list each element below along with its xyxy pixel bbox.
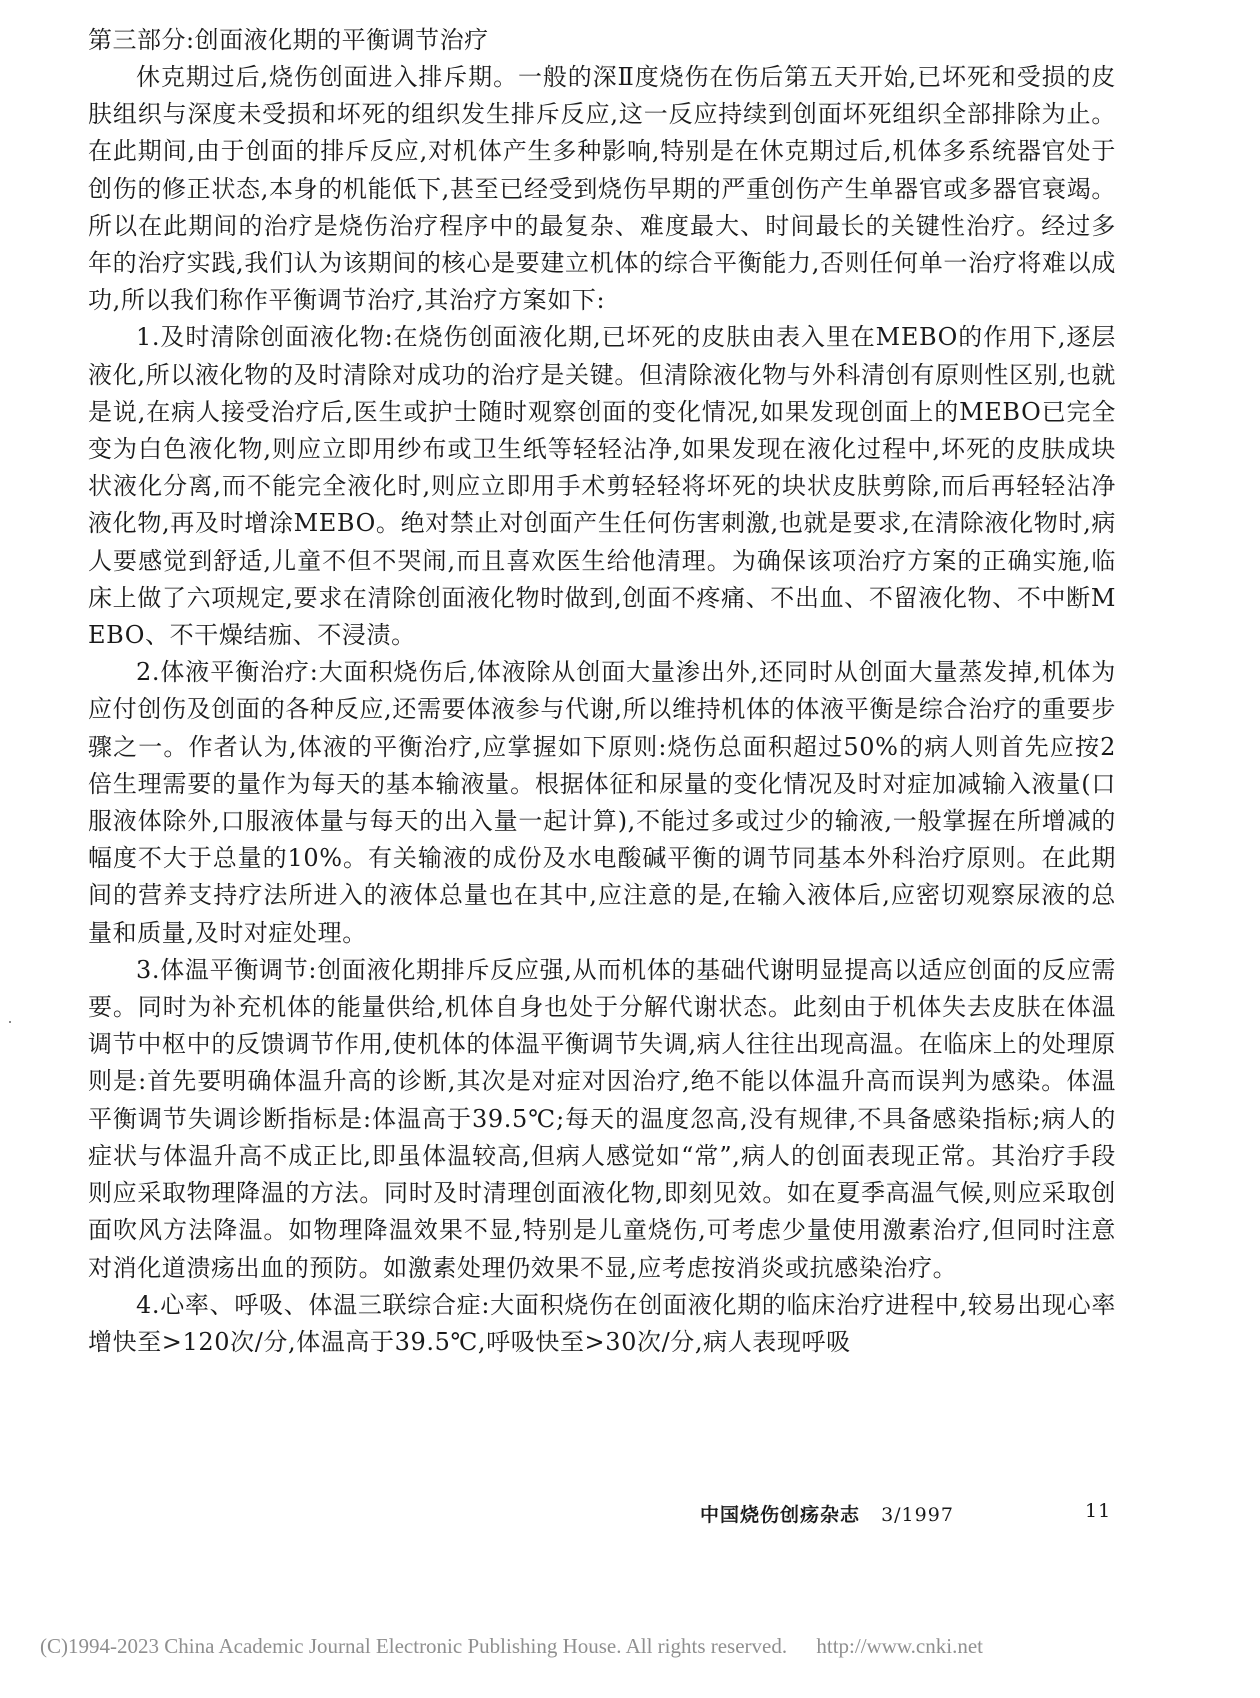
copyright-notice: [40, 1634, 983, 1659]
journal-issue: 3/1997: [881, 1504, 954, 1526]
paragraph-fluid-balance: 2.体液平衡治疗:大面积烧伤后,体液除从创面大量渗出外,还同时从创面大量蒸发掉,机体为应付创伤及创面的各种反应,还需要体液参与代谢,所以维持机体的体液平衡是综合治疗的重要步骤之一。作者认为,体液的平衡治疗,应掌握如下原则:烧伤总面积超过50%的病人则首先应按2倍生理需要的量作为每天的基本输液量。根据体征和尿量的变化情况及时对症加减输入液量(口服液体除外,口服液体量与每天的出入量一起计算),不能过多或过少的输液,一般掌握在所增减的幅度不大于总量的10%。有关输液的成份及水电酸碱平衡的调节同基本外科治疗原则。在此期间的营养支持疗法所进入的液体总量也在其中,应注意的是,在输入液体后,应密切观察尿液的总量和质量,及时对症处理。: [88, 658, 1116, 947]
page-number: 11: [1085, 1500, 1112, 1522]
intro-paragraph: 休克期过后,烧伤创面进入排斥期。一般的深Ⅱ度烧伤在伤后第五天开始,已坏死和受损的皮肤组织与深度未受损和坏死的组织发生排斥反应,这一反应持续到创面坏死组织全部排除为止。在此期间,由于创面的排斥反应,对机体产生多种影响,特别是在休克期过后,机体多系统器官处于创伤的修正状态,本身的机能低下,甚至已经受到烧伤早期的严重创伤产生单器官或多器官衰竭。所以在此期间的治疗是烧伤治疗程序中的最复杂、难度最大、时间最长的关键性治疗。经过多年的治疗实践,我们认为该期间的核心是要建立机体的综合平衡能力,否则任何单一治疗将难以成功,所以我们称作平衡调节治疗,其治疗方案如下:: [88, 63, 1116, 315]
page-footer: [700, 1500, 1112, 1527]
paragraph-liquefaction-removal: 1.及时清除创面液化物:在烧伤创面液化期,已坏死的皮肤由表入里在MEBO的作用下,逐层液化,所以液化物的及时清除对成功的治疗是关键。但清除液化物与外科清创有原则性区别,也就是说,在病人接受治疗后,医生或护士随时观察创面的变化情况,如果发现创面上的MEBO已完全变为白色液化物,则应立即用纱布或卫生纸等轻轻沾净,如果发现在液化过程中,坏死的皮肤成块状液化分离,而不能完全液化时,则应立即用手术剪轻轻将坏死的块状皮肤剪除,而后再轻轻沾净液化物,再及时增涂MEBO。绝对禁止对创面产生任何伤害刺激,也就是要求,在清除液化物时,病人要感觉到舒适,儿童不但不哭闹,而且喜欢医生给他清理。为确保该项治疗方案的正确实施,临床上做了六项规定,要求在清除创面液化物时做到,创面不疼痛、不出血、不留液化物、不中断MEBO、不干燥结痂、不浸渍。: [88, 323, 1116, 650]
scan-speck: [9, 1021, 11, 1023]
section-title: 第三部分:创面液化期的平衡调节治疗: [88, 26, 489, 54]
paragraph-temperature-regulation: 3.体温平衡调节:创面液化期排斥反应强,从而机体的基础代谢明显提高以适应创面的反应需要。同时为补充机体的能量供给,机体自身也处于分解代谢状态。此刻由于机体失去皮肤在体温调节中枢中的反馈调节作用,使机体的体温平衡调节失调,病人往往出现高温。在临床上的处理原则是:首先要明确体温升高的诊断,其次是对症对因治疗,绝不能以体温升高而误判为感染。体温平衡调节失调诊断指标是:体温高于39.5℃;每天的温度忽高,没有规律,不具备感染指标;病人的症状与体温升高不成正比,即虽体温较高,但病人感觉如“常”,病人的创面表现正常。其治疗手段则应采取物理降温的方法。同时及时清理创面液化物,即刻见效。如在夏季高温气候,则应采取创面吹风方法降温。如物理降温效果不显,特别是儿童烧伤,可考虑少量使用激素治疗,但同时注意对消化道溃疡出血的预防。如激素处理仍效果不显,应考虑按消炎或抗感染治疗。: [88, 955, 1116, 1282]
paragraph-triad-syndrome: 4.心率、呼吸、体温三联综合症:大面积烧伤在创面液化期的临床治疗进程中,较易出现心率增快至>120次/分,体温高于39.5℃,呼吸快至>30次/分,病人表现呼吸: [88, 1290, 1116, 1356]
copyright-text: (C)1994-2023 China Academic Journal Electronic Publishing House. All rights reserved.: [40, 1634, 788, 1658]
journal-name: 中国烧伤创疡杂志: [700, 1504, 861, 1526]
article-body: [88, 22, 1116, 1361]
copyright-url: http://www.cnki.net: [816, 1634, 983, 1658]
